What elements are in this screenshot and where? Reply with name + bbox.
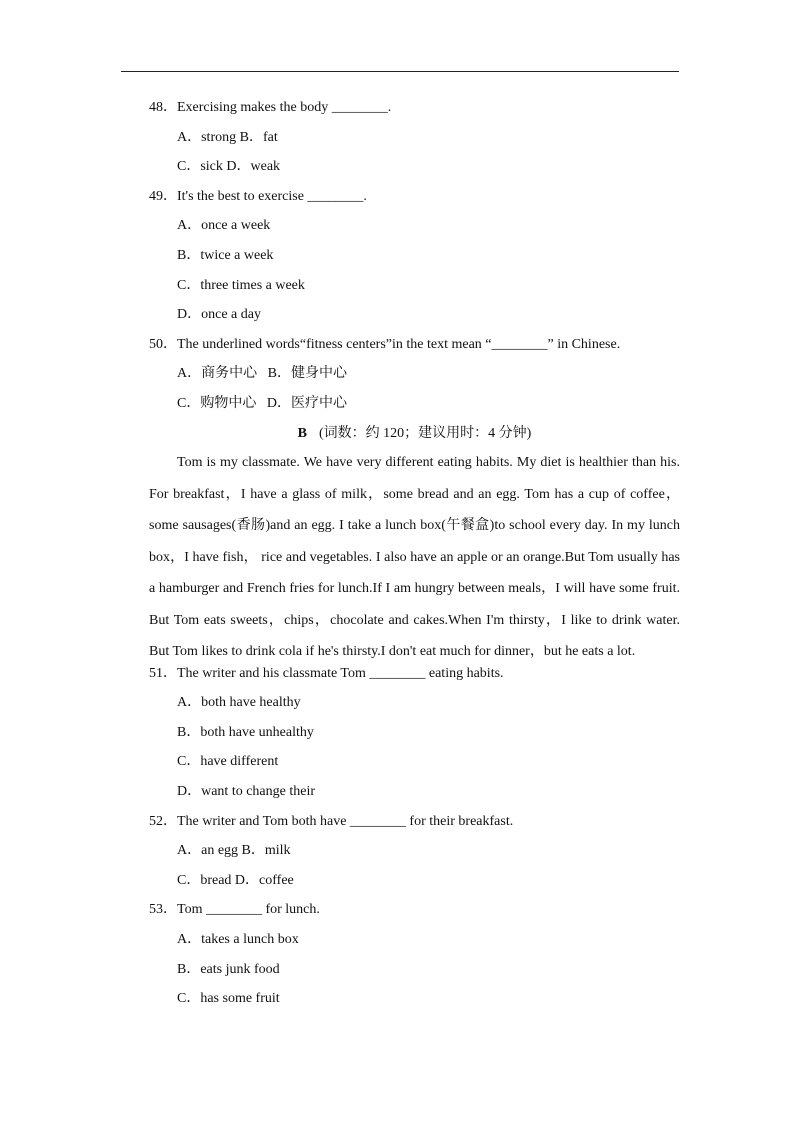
section-letter: B [297, 425, 307, 441]
question-stem: The underlined words“fitness centers”in the text mean “________” in Chinese. [177, 336, 621, 352]
option-line: A．strong B．fat [177, 129, 278, 145]
option-line: B．twice a week [177, 247, 274, 263]
question-49 [149, 187, 680, 217]
option-line: B．eats junk food [177, 961, 280, 977]
question-53 [149, 900, 680, 930]
question-stem: The writer and his classmate Tom ________ eating habits. [177, 665, 504, 681]
option-line: A．once a week [177, 218, 271, 234]
option-line: C．bread D．coffee [177, 872, 294, 888]
option-line: C．have different [177, 754, 279, 770]
option-line: B．both have unhealthy [177, 724, 314, 740]
reading-passage: Tom is my classmate. We have very different eating habits. My diet is healthier than his. For breakfast，I have a glass of milk，some bread and an egg. Tom has a cup of coffee，some sausages(香肠)and an egg. I take a lunch box(午餐盒)to school every day. In my lunch box，I have fish， rice and vegetables. I also have an apple or an orange.But Tom usually has a hamburger and French fries for lunch.If I am hungry between meals，I will have some fruit. But Tom eats sweets，chips，chocolate and cakes.When I'm thirsty，I like to drink water. But Tom likes to drink cola if he's thirsty.I don't eat much for dinner，but he eats a lot. [149, 455, 680, 660]
option-line: A．both have healthy [177, 695, 301, 711]
question-50 [149, 335, 680, 365]
question-number: 52． [149, 813, 177, 829]
option-line: D．once a day [177, 307, 261, 323]
question-stem: The writer and Tom both have ________ for their breakfast. [177, 813, 514, 829]
option-line: A．an egg B．milk [177, 843, 291, 859]
header-rule [121, 71, 679, 72]
document-body [149, 98, 680, 1019]
question-number: 50． [149, 336, 177, 352]
question-stem: Tom ________ for lunch. [177, 902, 320, 918]
section-info: (词数：约 120；建议用时：4 分钟) [319, 425, 532, 441]
option-line: A．takes a lunch box [177, 931, 299, 947]
question-51 [149, 664, 680, 694]
question-stem: It's the best to exercise ________. [177, 188, 367, 204]
question-number: 48． [149, 100, 177, 115]
question-number: 53． [149, 902, 177, 918]
question-48 [149, 98, 680, 128]
option-line: D．want to change their [177, 784, 316, 799]
option-line: C．购物中心 D．医疗中心 [177, 395, 347, 411]
option-line: C．three times a week [177, 277, 305, 293]
question-number: 49． [149, 188, 177, 204]
question-number: 51． [149, 665, 177, 681]
option-line: C．has some fruit [177, 991, 280, 1007]
option-line: A．商务中心 B．健身中心 [177, 366, 347, 382]
question-52 [149, 812, 680, 842]
question-stem: Exercising makes the body ________. [177, 100, 392, 115]
option-line: C．sick D．weak [177, 159, 281, 175]
